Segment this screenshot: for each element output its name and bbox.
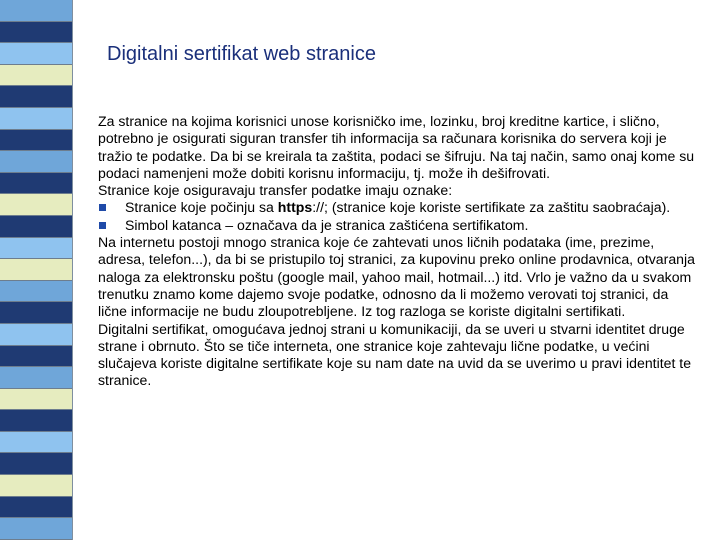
square-bullet-icon	[99, 222, 106, 229]
stripe-block	[0, 518, 72, 540]
slide-title: Digitalni sertifikat web stranice	[107, 43, 376, 65]
stripe-block	[0, 346, 72, 368]
bullet-https	[98, 199, 698, 216]
stripe-block	[0, 324, 72, 346]
stripe-block	[0, 216, 72, 238]
stripe-block	[0, 238, 72, 260]
paragraph-personal-data: Na internetu postoji mnogo stranica koje će zahtevati unos ličnih podataka (ime, prezime, adresa, telefon...), da bi se pristupilo toj stranici, za kupovinu preko online prodavnica, otvaranja naloga za elektronsku poštu (google mail, yahoo mail, hotmail...) itd. Vrlo je važno da u svakom trenutku znamo kome dajemo svoje podatke, odnosno da li možemo verovati toj stranici, da lične informacije ne budu zloupotrebljene. Iz tog razloga se koriste digitalni sertifikati.	[98, 234, 695, 320]
stripe-block	[0, 173, 72, 195]
stripe-block	[0, 0, 72, 22]
stripe-block	[0, 302, 72, 324]
stripe-block	[0, 432, 72, 454]
stripe-block	[0, 453, 72, 475]
decorative-stripe	[0, 0, 72, 540]
stripe-block	[0, 259, 72, 281]
stripe-block	[0, 151, 72, 173]
stripe-block	[0, 65, 72, 87]
bullet-padlock-text: Simbol katanca – označava da je stranica zaštićena sertifikatom.	[125, 216, 529, 233]
stripe-block	[0, 108, 72, 130]
stripe-block	[0, 43, 72, 65]
paragraph-intro: Za stranice na kojima korisnici unose korisničko ime, lozinku, broj kreditne kartice, i slično, potrebno je osigurati siguran transfer tih informacija sa računara korisnika do servera koji je tražio te podatke. Da bi se kreirala ta zaštita, podaci se šifruju. Na taj način, samo onaj kome su podaci namenjeni može dobiti korisnu informaciju, tj. može ih dešifrovati.	[98, 113, 695, 181]
stripe-block	[0, 130, 72, 152]
stripe-block	[0, 194, 72, 216]
stripe-block	[0, 86, 72, 108]
bullet-https-prefix: Stranice koje počinju sa	[125, 199, 278, 216]
stripe-block	[0, 389, 72, 411]
bullet-https-bold: https	[277, 199, 313, 216]
slide-body	[98, 113, 698, 390]
stripe-block	[0, 410, 72, 432]
stripe-divider	[72, 0, 73, 540]
stripe-block	[0, 367, 72, 389]
paragraph-certificate: Digitalni sertifikat, omogućava jednoj strani u komunikaciji, da se uveri u stvarni identitet druge strane i obrnuto. Što se tiče interneta, one stranice koje zahtevaju lične podatke, u većini slučajeva koriste digitalne sertifikate koje su nam date na uvid da se uverimo u pravi identitet te stranice.	[98, 320, 692, 389]
stripe-block	[0, 475, 72, 497]
stripe-block	[0, 497, 72, 519]
bullet-padlock	[98, 217, 698, 234]
stripe-block	[0, 22, 72, 44]
bullet-https-suffix: ://; (stranice koje koriste sertifikate za zaštitu saobraćaja).	[312, 199, 671, 216]
paragraph-labels-intro: Stranice koje osiguravaju transfer podatke imaju oznake:	[98, 182, 453, 199]
square-bullet-icon	[99, 204, 106, 211]
stripe-block	[0, 281, 72, 303]
